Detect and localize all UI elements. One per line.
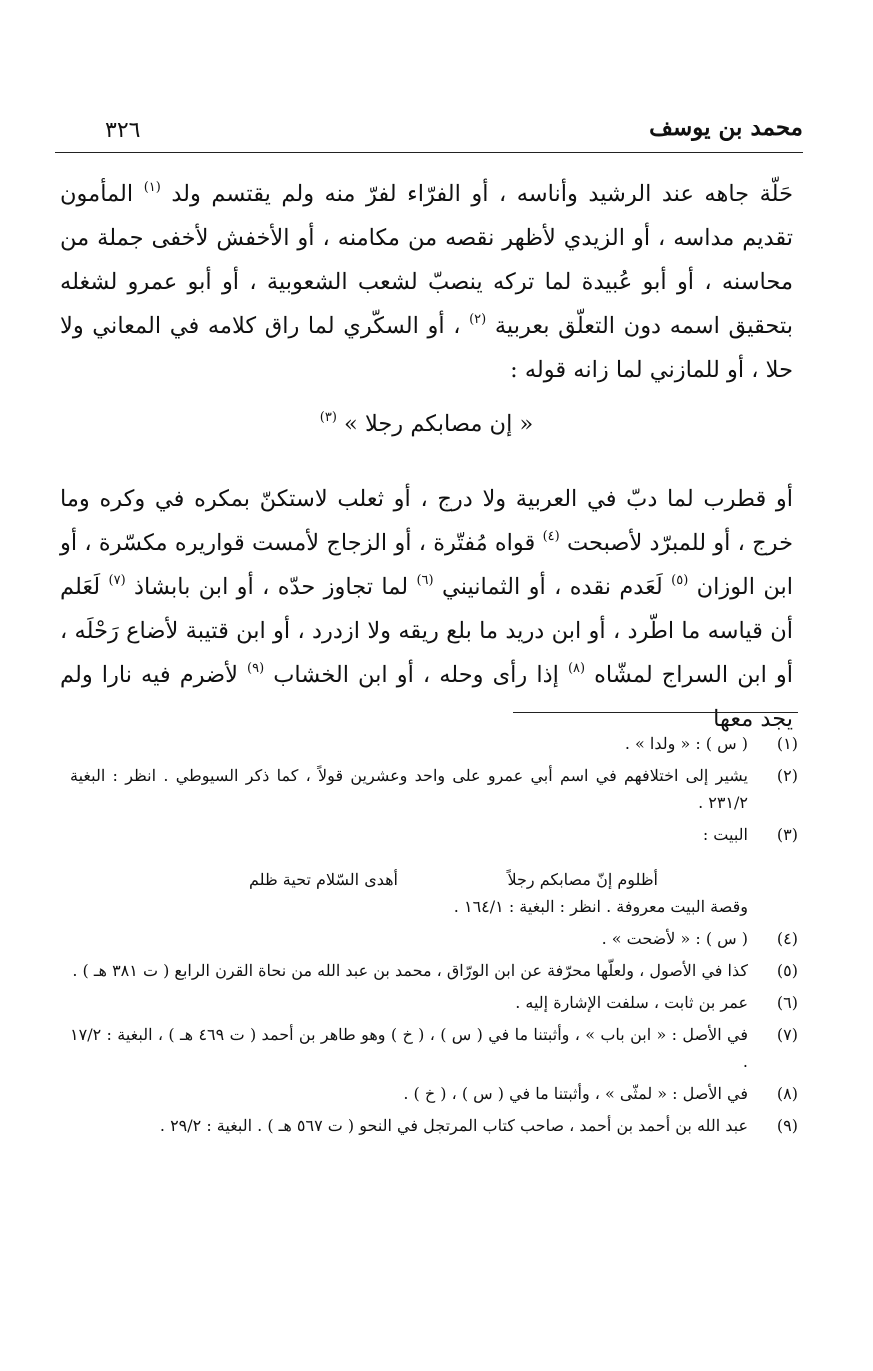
footnote-number: (٩) — [776, 1116, 798, 1135]
text-run: لَعَلم أن قياسه ما اطّرد ، أو ابن دريد ما بلع ريقه ولا ازدرد ، أو ابن قتيبة لأضاع رَحْلَه ، أو ابن السراج لمشّاه — [60, 573, 794, 688]
text-run: ، أو السكّري لما راق كلامه في المعاني ولا حلا ، أو للمازني لما زانه قوله : — [60, 313, 793, 383]
verse-text: « إن مصابكم رجلا » — [344, 411, 534, 437]
text-run: قواه مُفتّرة ، أو الزجاج لأمست قواريره مكسّرة ، أو ابن الوزان — [60, 529, 794, 600]
footnote-marker: (٧) — [108, 572, 126, 588]
footnote-9 — [70, 1112, 798, 1139]
text-run: لأضرم فيه نارا ولم يجد معها — [60, 661, 793, 732]
footnote-2 — [70, 762, 798, 816]
page-number: ٣٢٦ — [105, 118, 141, 143]
footnote-1 — [70, 730, 798, 757]
footnote-number: (٧) — [776, 1025, 798, 1044]
footnote-number: (٢) — [776, 766, 798, 785]
text-run: إذا رأى وحله ، أو ابن الخشاب — [273, 661, 559, 688]
footnote-text: في الأصل : « لمثّى » ، وأثبتنا ما في ( س ) ، ( خ ) . — [403, 1084, 748, 1103]
footnote-number: (٥) — [776, 961, 798, 980]
footnote-7 — [70, 1021, 798, 1075]
text-run: المأمون تقديم مداسه ، أو الزيدي لأظهر نقصه من مكامنه ، أو الأخفش لأخفى جملة من محاسنه ، أو أبو عُبيدة لما تركه ينصبّ لشعب الشعوبية ، أو أبو عمرو لشغله بتحقيق اسمه دون التعلّق بعربية — [60, 181, 793, 339]
footnote-text: في الأصل : « ابن باب » ، وأثبتنا ما في ( س ) ، ( خ ) وهو طاهر بن أحمد ( ت ٤٦٩ هـ ) ، البغية : ١٧/٢ . — [70, 1025, 748, 1071]
footnotes — [70, 730, 798, 1144]
footnote-number: (٣) — [776, 825, 798, 844]
page-header — [55, 112, 803, 153]
paragraph — [60, 172, 793, 392]
footnote-text: عبد الله بن أحمد بن أحمد ، صاحب كتاب المرتجل في النحو ( ت ٥٦٧ هـ ) . البغية : ٢٩/٢ . — [159, 1116, 748, 1135]
footnote-text: يشير إلى اختلافهم في اسم أبي عمرو على واحد وعشرين قولاً ، كما ذكر السيوطي . انظر : البغية ٢٣١/٢ . — [70, 766, 749, 812]
footnote-6 — [70, 989, 798, 1016]
text-run: لما تجاوز حدّه ، أو ابن بابشاذ — [134, 573, 409, 600]
footnote-text: كذا في الأصول ، ولعلّها محرّفة عن ابن الورّاق ، محمد بن عبد الله من نحاة القرن الرابع ( ت ٣٨١ هـ ) . — [72, 961, 748, 980]
main-text-block-1 — [60, 172, 793, 392]
footnote-text: ( س ) : « لأضحت » . — [601, 929, 748, 948]
footnote-divider — [513, 712, 798, 713]
running-head: محمد بن يوسف — [649, 114, 803, 141]
footnote-text: ( س ) : « ولدا » . — [624, 734, 748, 753]
poem-verse — [70, 866, 798, 893]
poem-first-hemistich: أظلوم إنّ مصابكم رجلاً — [507, 870, 658, 889]
footnote-marker: (٥) — [671, 572, 689, 588]
footnote-text: البيت : — [702, 825, 748, 844]
footnote-number: (٤) — [776, 929, 798, 948]
footnote-marker: (٣) — [319, 410, 337, 425]
poem-second-hemistich: أهدى السّلام تحية ظلم — [249, 870, 398, 889]
verse-quote — [60, 402, 793, 446]
main-text-block-2 — [60, 454, 793, 763]
footnote-text: عمر بن ثابت ، سلفت الإشارة إليه . — [515, 993, 748, 1012]
footnote-3 — [70, 821, 798, 848]
footnote-3-continuation: وقصة البيت معروفة . انظر : البغية : ١٦٤/١ . — [453, 897, 748, 916]
text-run: لَعَدم نقده ، أو الثمانيني — [441, 573, 663, 600]
footnote-marker: (٦) — [416, 572, 434, 588]
footnote-marker: (٢) — [469, 312, 487, 327]
footnote-marker: (٨) — [567, 660, 586, 676]
footnote-number: (١) — [776, 734, 798, 753]
footnote-marker: (١) — [143, 180, 161, 195]
footnote-marker: (٤) — [542, 528, 560, 544]
footnote-number: (٦) — [776, 993, 798, 1012]
footnote-5 — [70, 957, 798, 984]
footnote-number: (٨) — [776, 1084, 798, 1103]
text-run: حَلّة جاهه عند الرشيد وأناسه ، أو الفرّاء لفرّ منه ولم يقتسم ولد — [171, 181, 794, 207]
paragraph — [60, 477, 793, 741]
footnote-marker: (٩) — [247, 660, 265, 676]
footnote-8 — [70, 1080, 798, 1107]
footnote-4 — [70, 925, 798, 952]
text-run: أو قطرب لما دبّ في العربية ولا درج ، أو ثعلب لاستكنّ بمكره في وكره وما خرج ، أو للمبرّد لأصبحت — [60, 485, 794, 556]
